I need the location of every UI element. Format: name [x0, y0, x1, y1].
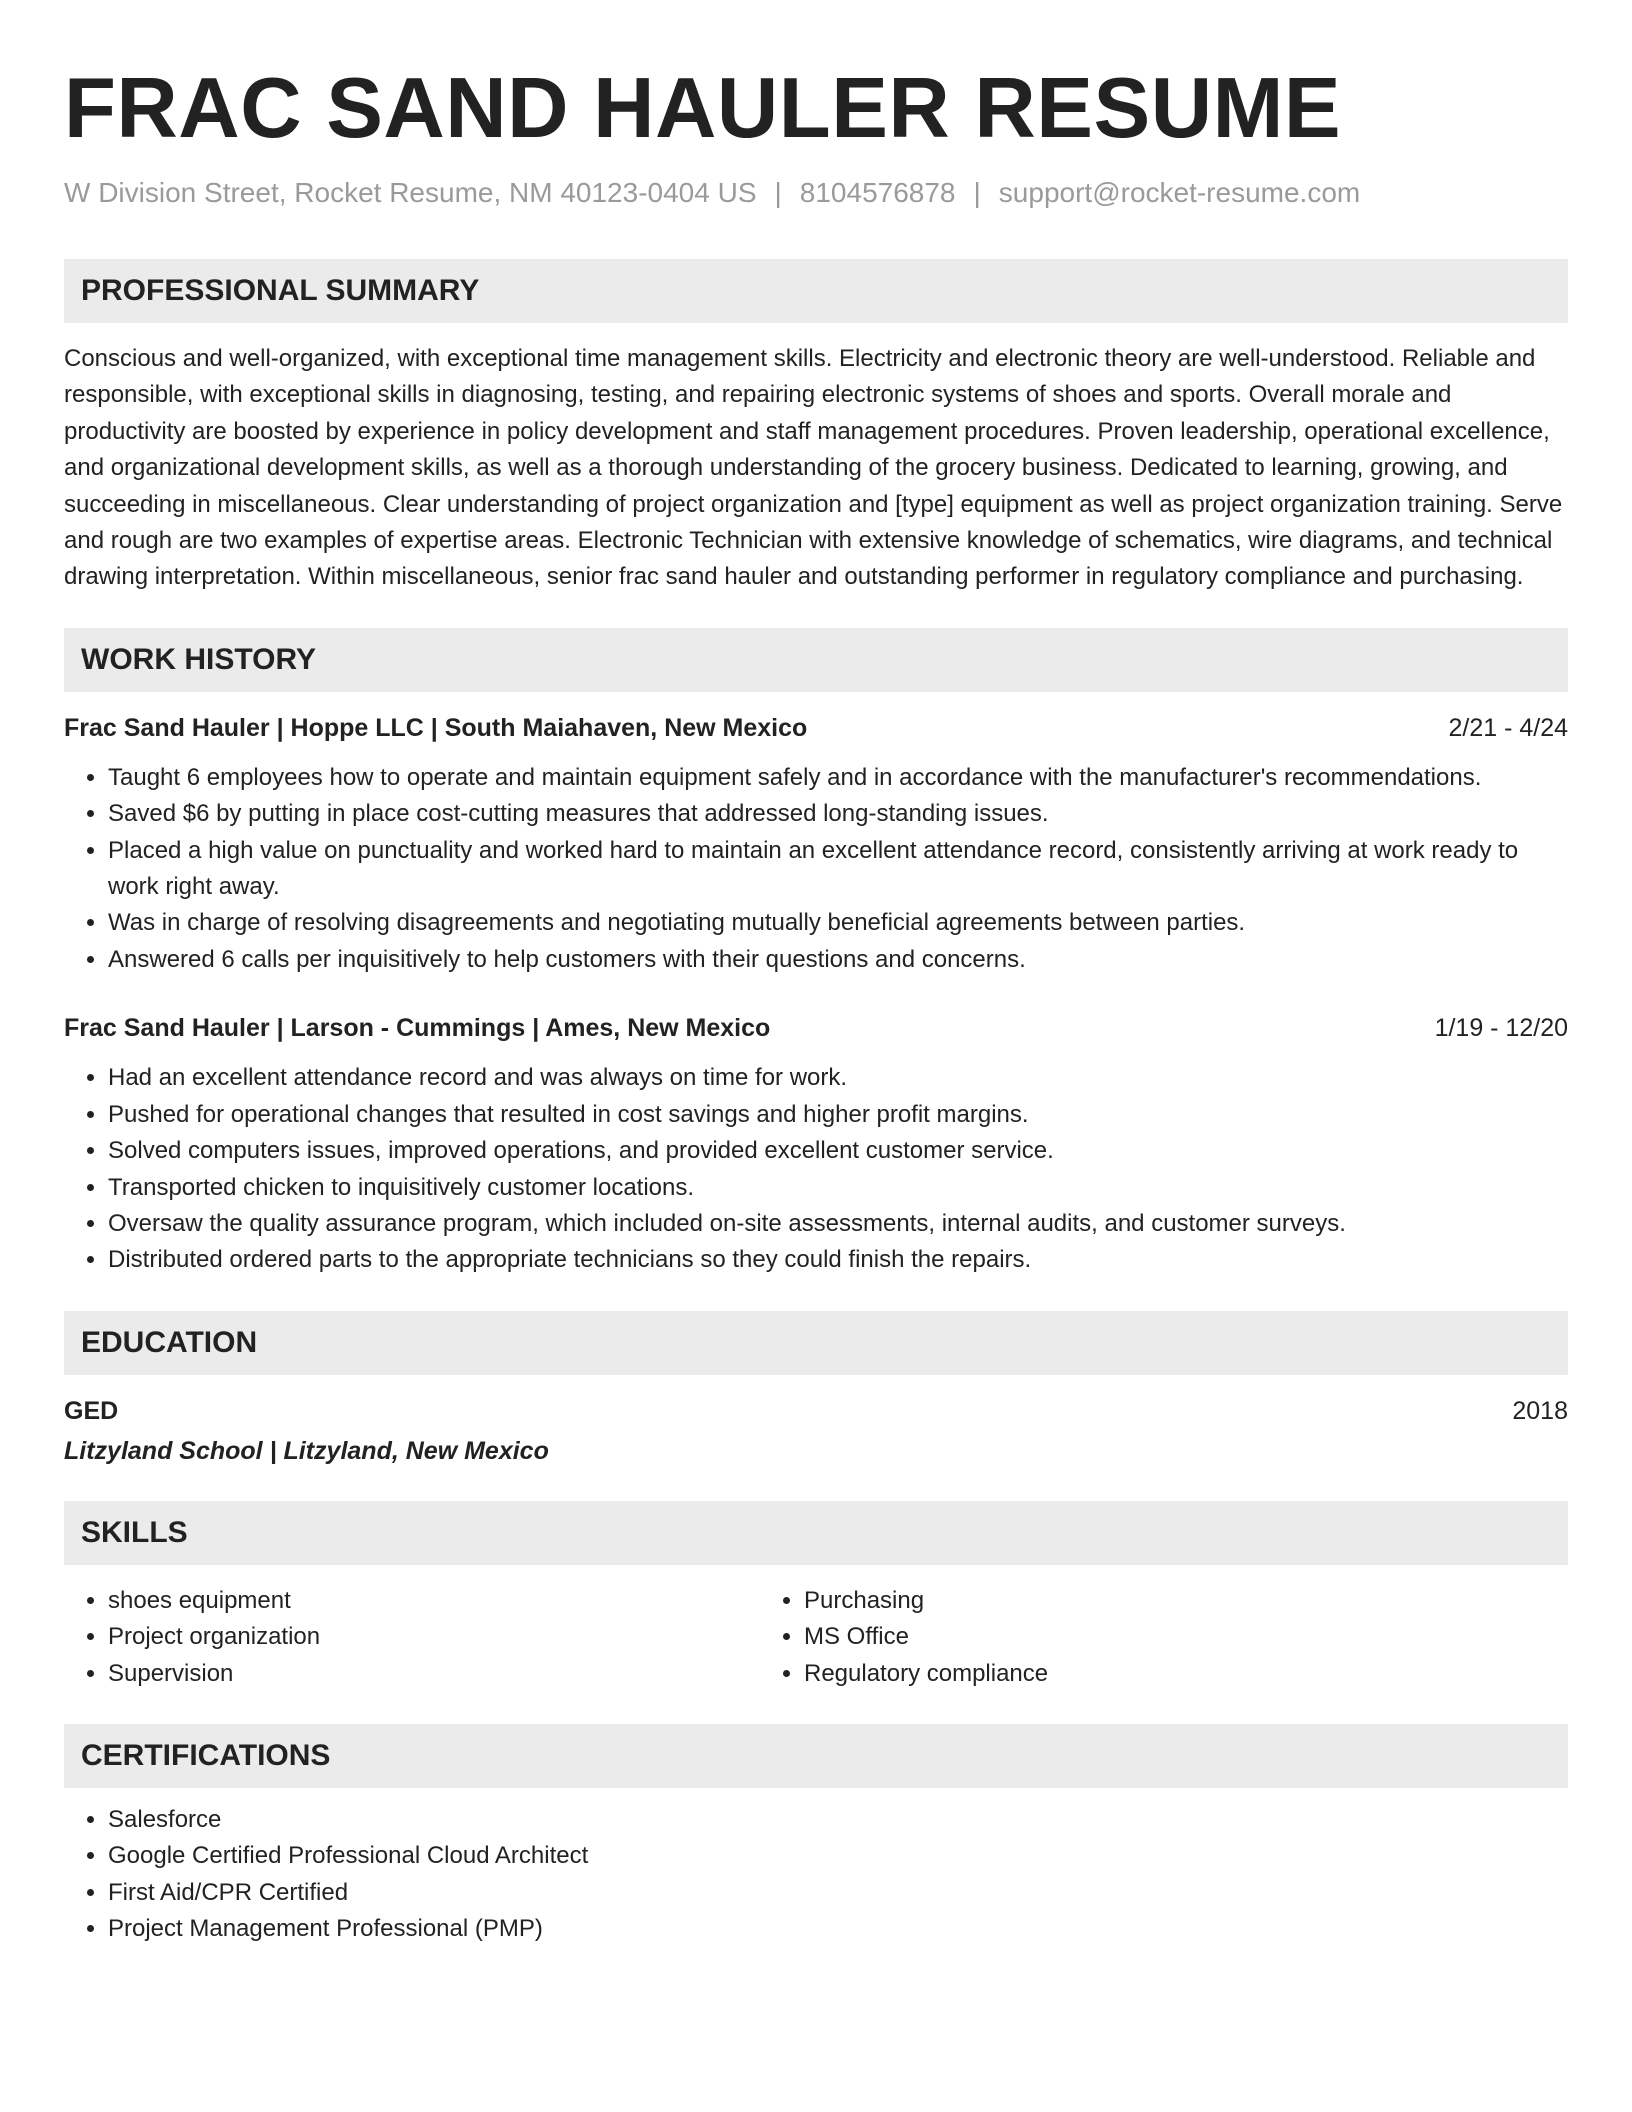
skill-item: • Purchasing [804, 1583, 1456, 1619]
job-bullet: • Oversaw the quality assurance program, which included on-site assessments, internal audits, and customer surveys. [108, 1206, 1568, 1242]
job-bullet: • Answered 6 calls per inquisitively to help customers with their questions and concerns. [108, 942, 1568, 978]
skill-item: • MS Office [804, 1619, 1456, 1655]
contact-email: support@rocket-resume.com [998, 177, 1361, 208]
contact-phone: 8104576878 [799, 177, 956, 208]
summary-text: Conscious and well-organized, with exceptional time management skills. Electricity and electronic theory are well-understood. Reliable and responsible, with exceptional skills in diagnosing, testing, and repairing electronic systems of shoes and sports. Overall morale and productivity are boosted by experience in policy development and staff management procedures. Proven leadership, operational excellence, and organizational development skills, as well as a thorough understanding of the grocery business. Dedicated to learning, growing, and succeeding in miscellaneous. Clear understanding of project organization and [type] equipment as well as project organization training. Serve and rough are two examples of expertise areas. Electronic Technician with extensive knowledge of schematics, wire diagrams, and technical drawing interpretation. Within miscellaneous, senior frac sand hauler and outstanding performer in regulatory compliance and purchasing. [64, 345, 1563, 591]
skills-list-right [760, 1583, 1456, 1692]
education-header [64, 1393, 1568, 1429]
summary-heading: PROFESSIONAL SUMMARY [81, 274, 480, 307]
job-title: Frac Sand Hauler | Hoppe LLC | South Maiahaven, New Mexico [64, 713, 808, 742]
education-degree: GED [64, 1396, 119, 1425]
certification-item: • Project Management Professional (PMP) [108, 1911, 1568, 1947]
job-bullet: • Placed a high value on punctuality and worked hard to maintain an excellent attendance record, consistently arriving at work ready to work right away. [108, 833, 1568, 906]
education-section-header [64, 1311, 1568, 1375]
summary-section-header [64, 259, 1568, 323]
skill-item: • shoes equipment [108, 1583, 760, 1619]
certification-item: • Salesforce [108, 1802, 1568, 1838]
job-bullets [64, 1060, 1568, 1278]
education-school: Litzyland School | Litzyland, New Mexico [64, 1436, 549, 1465]
contact-address: W Division Street, Rocket Resume, NM 40123-0404 US [64, 177, 757, 208]
certifications-list [64, 1802, 1568, 1948]
job-bullet: • Distributed ordered parts to the appropriate technicians so they could finish the repairs. [108, 1242, 1568, 1278]
job-bullet: • Was in charge of resolving disagreements and negotiating mutually beneficial agreements between parties. [108, 905, 1568, 941]
education-entry [64, 1393, 1568, 1469]
job-header [64, 710, 1568, 746]
skills-list-left [64, 1583, 760, 1692]
job-bullet: • Pushed for operational changes that resulted in cost savings and higher profit margins. [108, 1097, 1568, 1133]
job-bullet: • Transported chicken to inquisitively customer locations. [108, 1170, 1568, 1206]
certifications-section-header [64, 1724, 1568, 1788]
skills-columns [64, 1583, 1568, 1692]
work-heading: WORK HISTORY [81, 642, 317, 676]
job-bullet: • Had an excellent attendance record and was always on time for work. [108, 1060, 1568, 1096]
job-bullet: • Taught 6 employees how to operate and maintain equipment safely and in accordance with the manufacturer's recommendations. [108, 760, 1568, 796]
job-header [64, 1010, 1568, 1046]
resume-title: FRAC SAND HAULER RESUME [64, 61, 1342, 156]
contact-separator: | [774, 177, 782, 208]
job-entry [64, 1010, 1568, 1278]
contact-separator: | [973, 177, 981, 208]
education-heading: EDUCATION [81, 1325, 258, 1359]
job-bullets [64, 760, 1568, 978]
job-dates: 2/21 - 4/24 [1448, 713, 1568, 742]
job-bullet: • Saved $6 by putting in place cost-cutting measures that addressed long-standing issues. [108, 796, 1568, 832]
job-dates: 1/19 - 12/20 [1434, 1014, 1568, 1043]
skills-section-header [64, 1501, 1568, 1565]
skill-item: • Supervision [108, 1656, 760, 1692]
skills-heading: SKILLS [81, 1515, 188, 1549]
job-entry [64, 710, 1568, 978]
contact-line [64, 177, 1568, 209]
job-bullet: • Solved computers issues, improved operations, and provided excellent customer service. [108, 1133, 1568, 1169]
work-section-header [64, 628, 1568, 692]
education-year: 2018 [1512, 1396, 1568, 1425]
certifications-heading: CERTIFICATIONS [81, 1738, 331, 1772]
certification-item: • Google Certified Professional Cloud Architect [108, 1838, 1568, 1874]
job-title: Frac Sand Hauler | Larson - Cummings | Ames, New Mexico [64, 1014, 771, 1043]
skill-item: • Regulatory compliance [804, 1656, 1456, 1692]
certification-item: • First Aid/CPR Certified [108, 1875, 1568, 1911]
skill-item: • Project organization [108, 1619, 760, 1655]
